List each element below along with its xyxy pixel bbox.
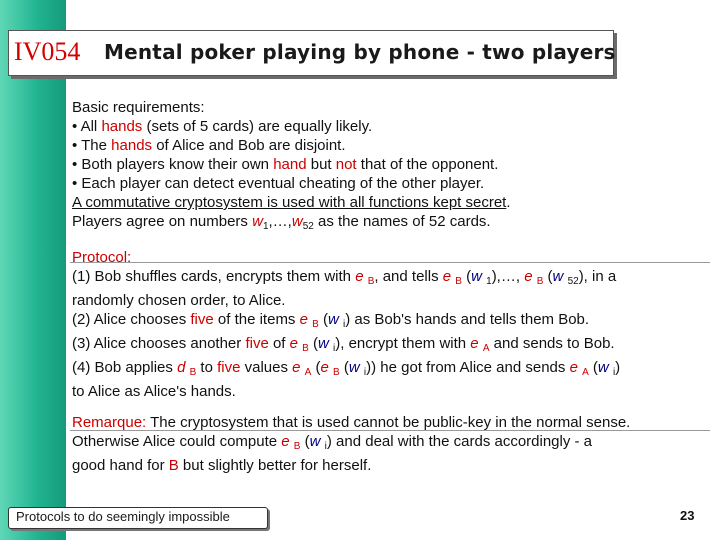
remarque-line-1: Remarque: The cryptosystem that is used cannot be public-key in the normal sense. [72, 414, 631, 431]
requirement-1: • All hands (sets of 5 cards) are equally likely. [72, 118, 373, 135]
card-names-line: Players agree on numbers $w_1,\dots,w_{52}$ as the names of 52 cards. [72, 213, 491, 232]
protocol-step-4: (4) Bob applies d $_B$ to five values e $_A$ (e $_B$ (w $_i$)) he got from Alice and sends e $_A$ (w $_i$) [72, 359, 621, 378]
requirement-3: • Both players know their own hand but not that of the opponent. [72, 156, 499, 173]
requirement-4: • Each player can detect eventual cheating of the other player. [72, 175, 485, 192]
remarque-line-3: good hand for B but slightly better for herself. [72, 457, 372, 474]
divider-top [70, 262, 710, 263]
commutative-note: A commutative cryptosystem is used with all functions kept secret. [72, 194, 511, 211]
requirements-heading: Basic requirements: [72, 99, 205, 116]
protocol-step-4-cont: to Alice as Alice's hands. [72, 383, 236, 400]
remarque-line-2: Otherwise Alice could compute e $_B$ (w $_i$) and deal with the cards accordingly - a [72, 433, 593, 452]
protocol-step-1: (1) Bob shuffles cards, encrypts them with e $_B$, and tells e $_B$ (w $_1$),…, e $_B$ (w $_{52}$), in a [72, 268, 617, 287]
protocol-heading: Protocol: [72, 249, 132, 266]
protocol-step-2: (2) Alice chooses five of the items e $_B$ (w $_i$) as Bob's hands and tells them Bob. [72, 311, 590, 330]
course-code: IV054 [14, 37, 81, 66]
divider-bottom [70, 430, 710, 431]
protocol-step-1-cont: randomly chosen order, to Alice. [72, 292, 286, 309]
footer-section-label: Protocols to do seemingly impossible [16, 509, 230, 524]
sidebar-gradient [0, 0, 66, 540]
requirement-2: • The hands of Alice and Bob are disjoint. [72, 137, 346, 154]
slide-title: Mental poker playing by phone - two players [104, 40, 616, 64]
page-number: 23 [680, 508, 695, 523]
protocol-step-3: (3) Alice chooses another five of e $_B$ (w $_i$), encrypt them with e $_A$ and sends to Bob. [72, 335, 615, 354]
slide-body [72, 98, 712, 475]
